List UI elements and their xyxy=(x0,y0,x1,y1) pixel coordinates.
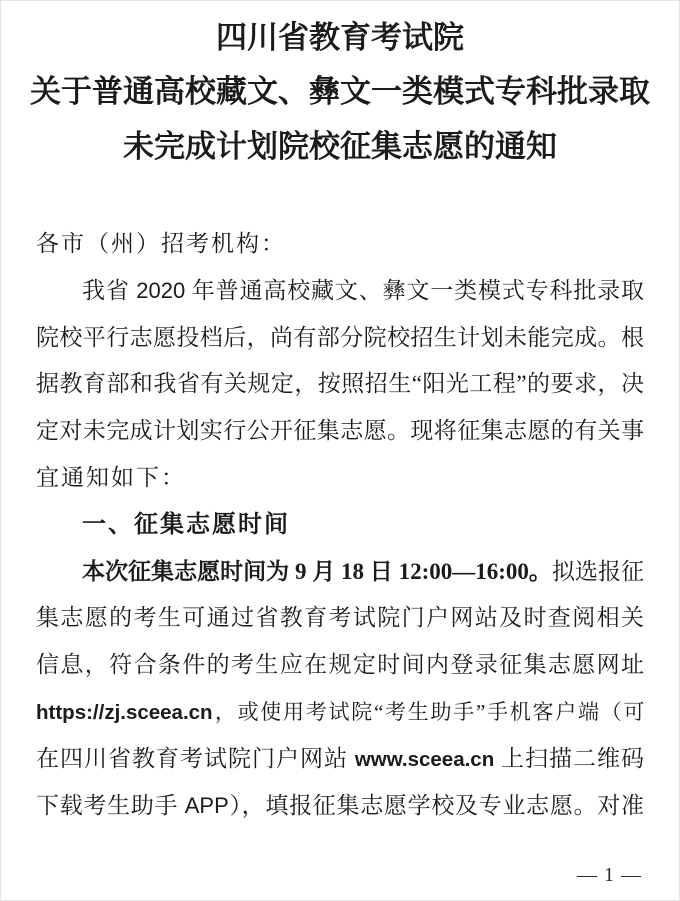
page-number: — 1 — xyxy=(577,864,642,886)
paragraph2-line-1 xyxy=(36,549,644,596)
portal-site-url: www.sceea.cn xyxy=(354,747,495,771)
document-title-line-2: 未完成计划院校征集志愿的通知 xyxy=(123,129,557,164)
paragraph2-line-3: 信息，符合条件的考生应在规定时间内登录征集志愿网址 xyxy=(36,652,644,678)
paragraph2-line-5 xyxy=(36,736,644,783)
salutation-line: 各市（州）招考机构： xyxy=(36,231,286,256)
paragraph2-line-6 xyxy=(36,783,644,830)
paragraph2-line-6-pre: 下载考生助手 xyxy=(36,792,185,818)
paragraph2-line-1-rest: 拟选报征 xyxy=(551,558,644,584)
paragraph2-line-5-pre: 在四川省教育考试院门户网站 xyxy=(36,745,355,771)
volunteer-site-url: https://zj.sceea.cn xyxy=(36,700,213,724)
paragraph2-line-4-rest: ，或使用考试院“考生助手”手机客户端（可 xyxy=(212,699,644,724)
document-title-line-1: 关于普通高校藏文、彝文一类模式专科批录取 xyxy=(30,74,650,109)
document-body xyxy=(36,221,644,829)
app-label: APP xyxy=(184,792,229,818)
year-number: 2020 xyxy=(136,277,186,303)
paragraph1-line-1-post: 年普通高校藏文、彝文一类模式专科批录取 xyxy=(185,277,644,303)
paragraph1-line-1 xyxy=(36,268,644,315)
paragraph2-line-2: 集志愿的考生可通过省教育考试院门户网站及时查阅相关 xyxy=(36,605,644,631)
paragraph1-line-2: 院校平行志愿投档后，尚有部分院校招生计划未能完成。根 xyxy=(36,324,644,350)
paragraph1-line-4: 定对未完成计划实行公开征集志愿。现将征集志愿的有关事 xyxy=(36,418,644,444)
paragraph1-line-3: 据教育部和我省有关规定，按照招生“阳光工程”的要求，决 xyxy=(36,371,644,397)
volunteer-time-bold-text: 本次征集志愿时间为 9 月 18 日 12:00—16:00。 xyxy=(82,558,552,584)
paragraph1-line-5: 宜通知如下： xyxy=(36,464,186,490)
paragraph2-line-5-post: 上扫描二维码 xyxy=(494,745,644,771)
section-heading-1: 一、征集志愿时间 xyxy=(82,510,290,538)
paragraph2-line-6-post: ），填报征集志愿学校及专业志愿。对准 xyxy=(228,792,644,818)
document-org-title: 四川省教育考试院 xyxy=(216,20,464,55)
paragraph1-line-1-pre: 我省 xyxy=(82,277,137,303)
paragraph2-line-4 xyxy=(36,689,644,736)
